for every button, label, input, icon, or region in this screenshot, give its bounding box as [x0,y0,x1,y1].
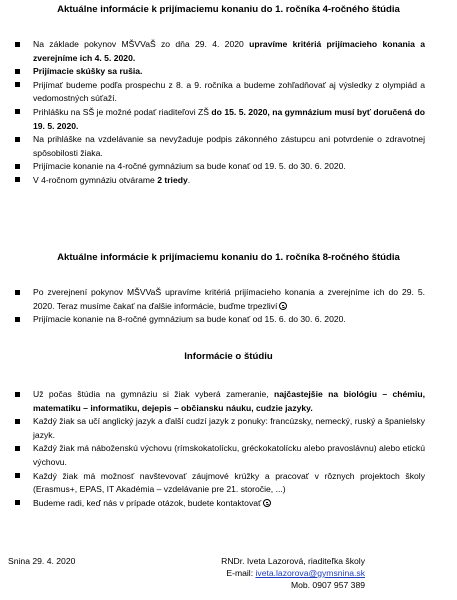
section1-heading: Aktuálne informácie k prijímaciemu konaniu do 1. ročníka 4-ročného štúdia [57,4,400,15]
list-item: Každý žiak má možnosť navštevovať záujmové krúžky a pracovať v rôznych projektoch školy (Erasmus+, EPAS, IT Akadémia – vzdelávanie pre 21. storočie, ...) [0,470,425,497]
bullet-icon [15,82,20,87]
bullet-icon [15,446,20,451]
email-row [221,567,365,579]
email-link[interactable]: iveta.lazorova@gymsnina.sk [255,568,365,578]
smiley-icon [263,499,271,507]
section3-heading: Informácie o štúdiu [184,351,273,362]
list-item: Každý žiak má náboženskú výchovu (rímskokatolícku, gréckokatolícku alebo pravoslávnu) alebo etickú výchovu. [0,442,425,469]
bullet-icon [15,177,20,182]
section2-list [0,286,457,327]
list-item: Po zverejnení pokynov MŠVVaŠ upravíme kritériá prijímacieho konania a zverejníme ich do 29. 5. 2020. Teraz musíme čakať na ďalšie informácie, buďme trpezliví [0,286,425,313]
bullet-icon [15,137,20,142]
list-item: Prijímacie konanie na 8-ročné gymnázium sa bude konať od 15. 6. do 30. 6. 2020. [0,313,425,327]
bullet-icon [15,473,20,478]
bullet-icon [15,290,20,295]
signature-block [221,555,365,591]
list-item: Každý žiak sa učí anglický jazyk a ďalší cudzí jazyk z ponuky: francúzsky, nemecký, ruský a španielsky jazyk. [0,415,425,442]
bullet-icon [15,317,20,322]
section2-heading: Aktuálne informácie k prijímaciemu konaniu do 1. ročníka 8-ročného štúdia [57,252,400,263]
list-item: Budeme radi, keď nás v prípade otázok, budete kontaktovať [0,497,425,511]
list-item: Prijímať budeme podľa prospechu z 8. a 9. ročníka a budeme zohľadňovať aj výsledky z olympiád a vedomostných súťaží. [0,79,425,106]
section1-list [0,38,457,188]
email-label: E-mail: [226,568,256,578]
phone: Mob. 0907 957 389 [290,580,365,590]
list-item: Na základe pokynov MŠVVaŠ zo dňa 29. 4. 2020 upravíme kritériá prijímacieho konania a zverejníme ich 4. 5. 2020. [0,38,425,65]
list-item: Prihlášku na SŠ je možné podať riaditeľovi ZŠ do 15. 5. 2020, na gymnázium musí byť doručená do 19. 5. 2020. [0,106,425,133]
list-item: Na prihláške na vzdelávanie sa nevyžaduje podpis zákonného zástupcu ani potvrdenie o zdravotnej spôsobilosti žiaka. [0,133,425,160]
signature: RNDr. Iveta Lazorová, riaditeľka školy [221,556,365,566]
bullet-icon [15,419,20,424]
bullet-icon [15,69,20,74]
list-item: Prijímacie skúšky sa rušia. [0,65,425,79]
bullet-icon [15,109,20,114]
bullet-icon [15,42,20,47]
list-item: V 4-ročnom gymnáziu otvárame 2 triedy. [0,174,425,188]
section3-list [0,388,457,510]
bullet-icon [15,500,20,505]
place-date: Snina 29. 4. 2020 [8,556,76,566]
list-item: Už počas štúdia na gymnáziu si žiak vyberá zameranie, najčastejšie na biológiu – chémiu, matematiku – informatiku, dejepis – občiansku náuku, cudzie jazyky. [0,388,425,415]
bullet-icon [15,392,20,397]
smiley-icon [279,302,287,310]
list-item: Prijímacie konanie na 4-ročné gymnázium sa bude konať od 19. 5. do 30. 6. 2020. [0,160,425,174]
bullet-icon [15,164,20,169]
